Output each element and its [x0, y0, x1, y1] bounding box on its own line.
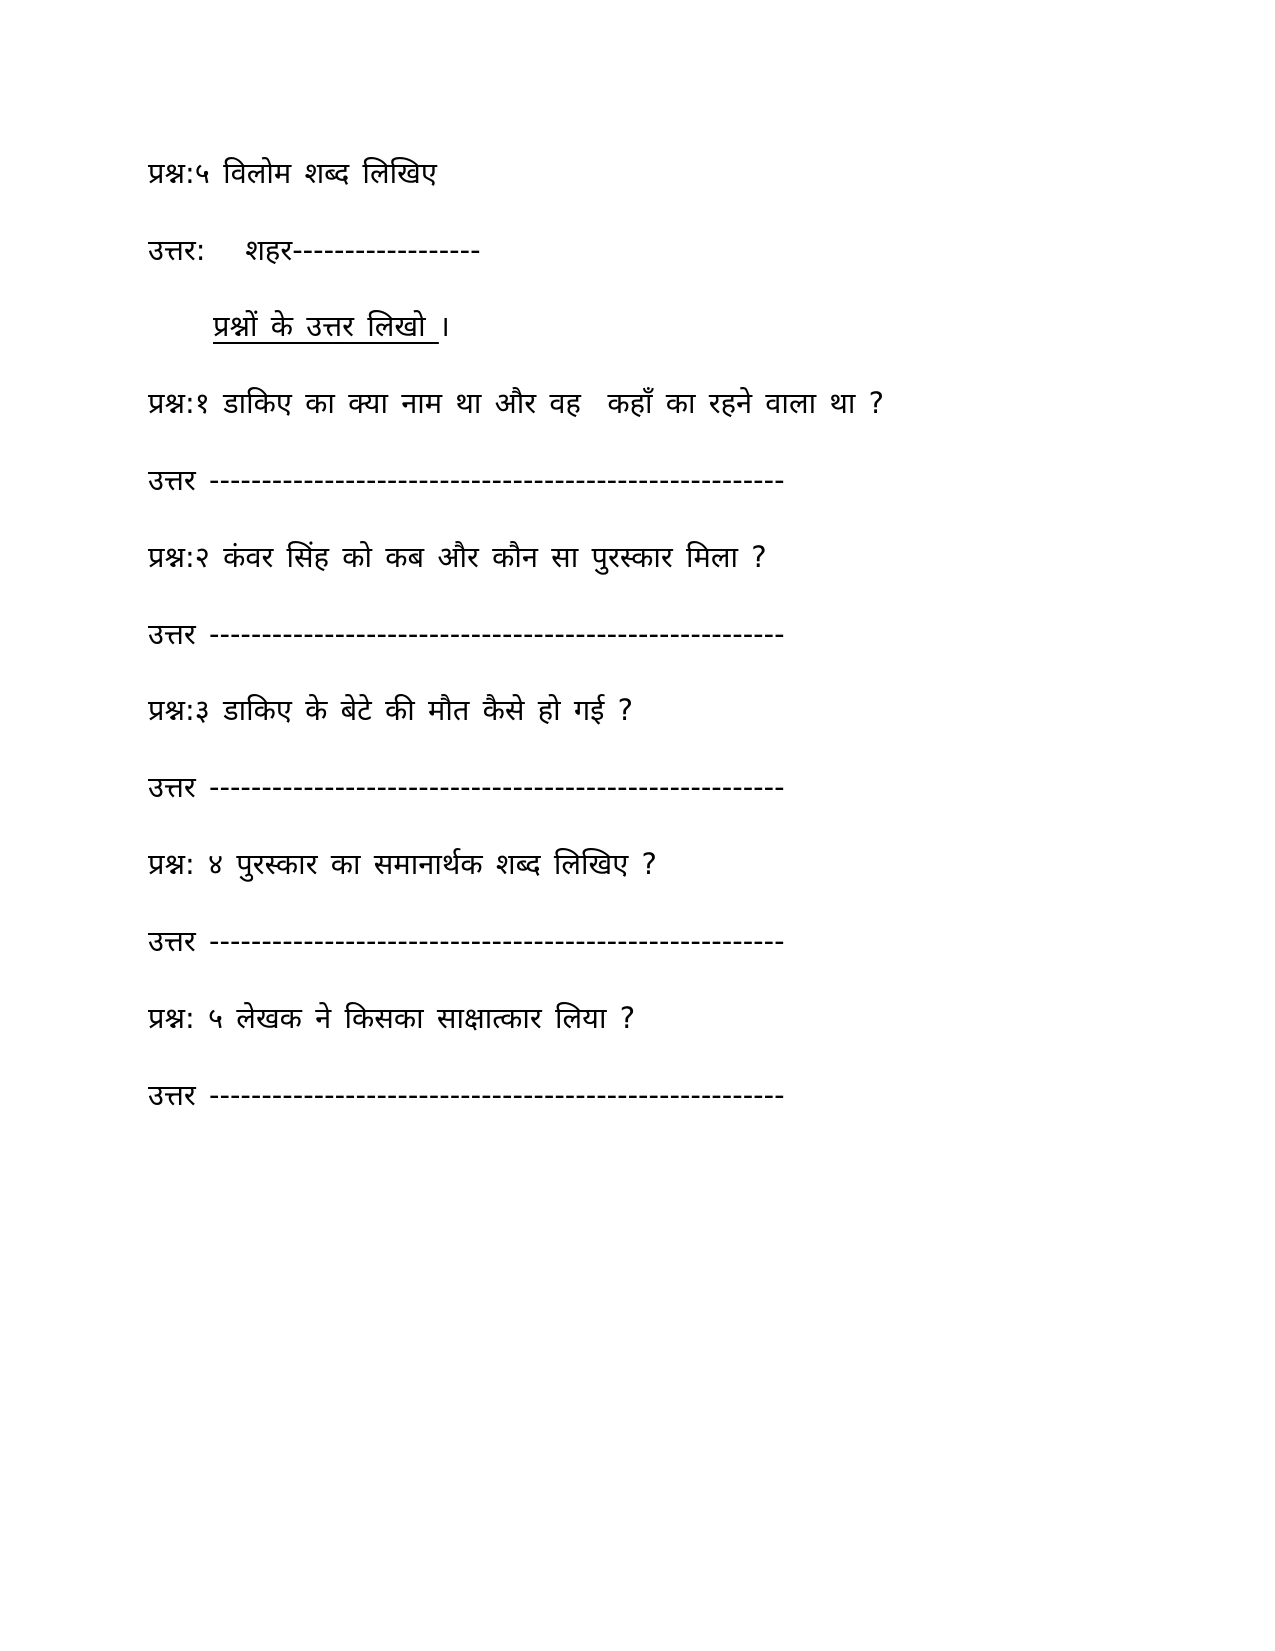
answer-line-3: उत्तर ------------------------------------------------------- — [148, 770, 785, 804]
answer-line-1: उत्तर ------------------------------------------------------- — [148, 463, 785, 497]
answer-line-4: उत्तर ------------------------------------------------------- — [148, 924, 785, 958]
question-1: प्रश्न:१ डाकिए का क्या नाम था और वह कहाँ का रहने वाला था ? — [148, 386, 884, 420]
section-heading-text: प्रश्नों के उत्तर लिखो — [213, 309, 439, 343]
antonym-question: प्रश्न:५ विलोम शब्द लिखिए — [148, 156, 437, 190]
antonym-answer: उत्तर: शहर------------------ — [148, 233, 481, 267]
answer-line-2: उत्तर ------------------------------------------------------- — [148, 617, 785, 651]
question-5: प्रश्न: ५ लेखक ने किसका साक्षात्कार लिया ? — [148, 1001, 636, 1035]
section-heading-end: । — [438, 309, 450, 343]
question-4: प्रश्न: ४ पुरस्कार का समानार्थक शब्द लिखिए ? — [148, 847, 657, 881]
question-2: प्रश्न:२ कंवर सिंह को कब और कौन सा पुरस्कार मिला ? — [148, 540, 767, 574]
section-heading — [213, 308, 450, 344]
question-3: प्रश्न:३ डाकिए के बेटे की मौत कैसे हो गई ? — [148, 693, 634, 727]
answer-line-5: उत्तर ------------------------------------------------------- — [148, 1078, 785, 1112]
